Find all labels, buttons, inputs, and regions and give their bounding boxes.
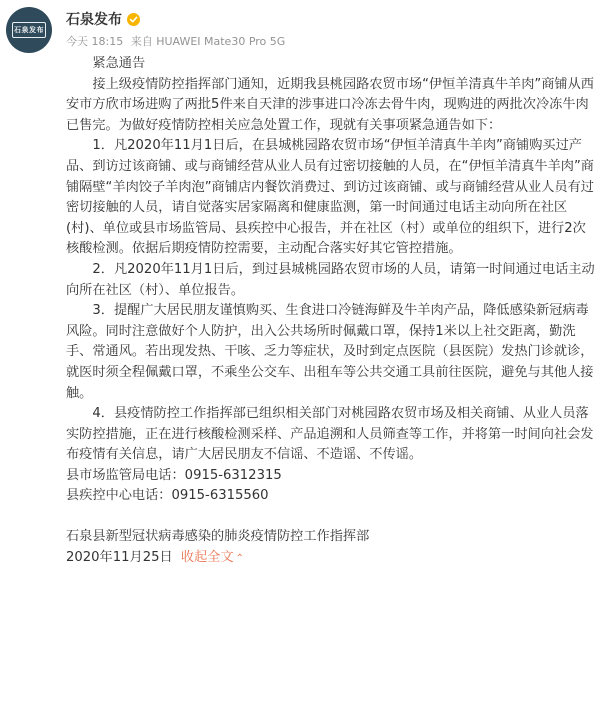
account-name[interactable]: 石泉发布 (66, 12, 122, 28)
post-paragraph-intro: 接上级疫情防控指挥部门通知，近期我县桃园路农贸市场“伊恒羊清真牛羊肉”商铺从西安市方欣市场进购了两批5件来自天津的涉事进口冷冻去骨牛肉，现购进的两批次冷冻牛肉已售完。为做好疫情防控相关应急处置工作，现就有关事项紧急通告如下： (66, 76, 594, 133)
collapse-label: 收起全文 (180, 549, 234, 565)
verified-badge-icon (127, 13, 140, 26)
post-source: 来自 HUAWEI Mate30 Pro 5G (130, 35, 286, 48)
post-paragraph-3: 3．提醒广大居民朋友谨慎购买、生食进口冷链海鲜及牛羊肉产品，降低感染新冠病毒风险。同时注意做好个人防护，出入公共场所时佩戴口罩，保持1米以上社交距离，勤洗手、常通风。若出现发热、干咳、乏力等症状，及时到定点医院（县医院）发热门诊就诊，就医时须全程佩戴口罩，不乘坐公交车、出租车等公共交通工具前往医院，避免与其他人接触。 (66, 303, 594, 401)
post-title: 紧急通告 (92, 56, 146, 71)
post-paragraph-2: 2．凡2020年11月1日后，到过县城桃园路农贸市场的人员，请第一时间通过电话主动向所在社区（村）、单位报告。 (66, 261, 595, 298)
post-paragraph-4: 4．县疫情防控工作指挥部已组织相关部门对桃园路农贸市场及相关商铺、从业人员落实防控措施，正在进行核酸检测采样、产品追溯和人员筛查等工作，并将第一时间向社会发布疫情有关信息，请广大居民朋友不信谣、不造谣、不传谣。 (66, 406, 594, 463)
account-name-row (66, 9, 140, 29)
contact-cdc: 县疾控中心电话：0915-6315560 (66, 488, 269, 504)
collapse-full-text-link[interactable] (181, 550, 244, 565)
avatar[interactable] (6, 7, 52, 53)
contact-market-regulation: 县市场监管局电话：0915-6312315 (66, 467, 282, 483)
post-date-row (66, 548, 596, 570)
post-meta (66, 33, 289, 49)
post-date: 2020年11月25日 (66, 549, 173, 565)
post-time[interactable]: 今天 18:15 (66, 35, 124, 48)
avatar-logo-text: 石泉发布 (12, 22, 46, 38)
post-body (66, 54, 596, 569)
spacer (66, 507, 596, 527)
post-signature: 石泉县新型冠状病毒感染的肺炎疫情防控工作指挥部 (66, 529, 370, 545)
chevron-up-icon: ⌃ (235, 552, 245, 564)
post-paragraph-1: 1．凡2020年11月1日后，在县城桃园路农贸市场“伊恒羊清真牛羊肉”商铺购买过产品、到访过该商铺、或与商铺经营从业人员有过密切接触的人员，在“伊恒羊清真牛羊肉”商铺隔壁“羊肉饺子羊肉泡”商铺店内餐饮消费过、到访过该商铺、或与商铺经营从业人员有过密切接触的人员，请自觉落实居家隔离和健康监测，第一时间通过电话主动向所在社区(村)、单位或县市场监管局、县疾控中心报告，并在社区（村）或单位的组织下，进行2次核酸检测。依据后期疫情防控需要，主动配合落实好其它管控措施。 (66, 138, 594, 257)
